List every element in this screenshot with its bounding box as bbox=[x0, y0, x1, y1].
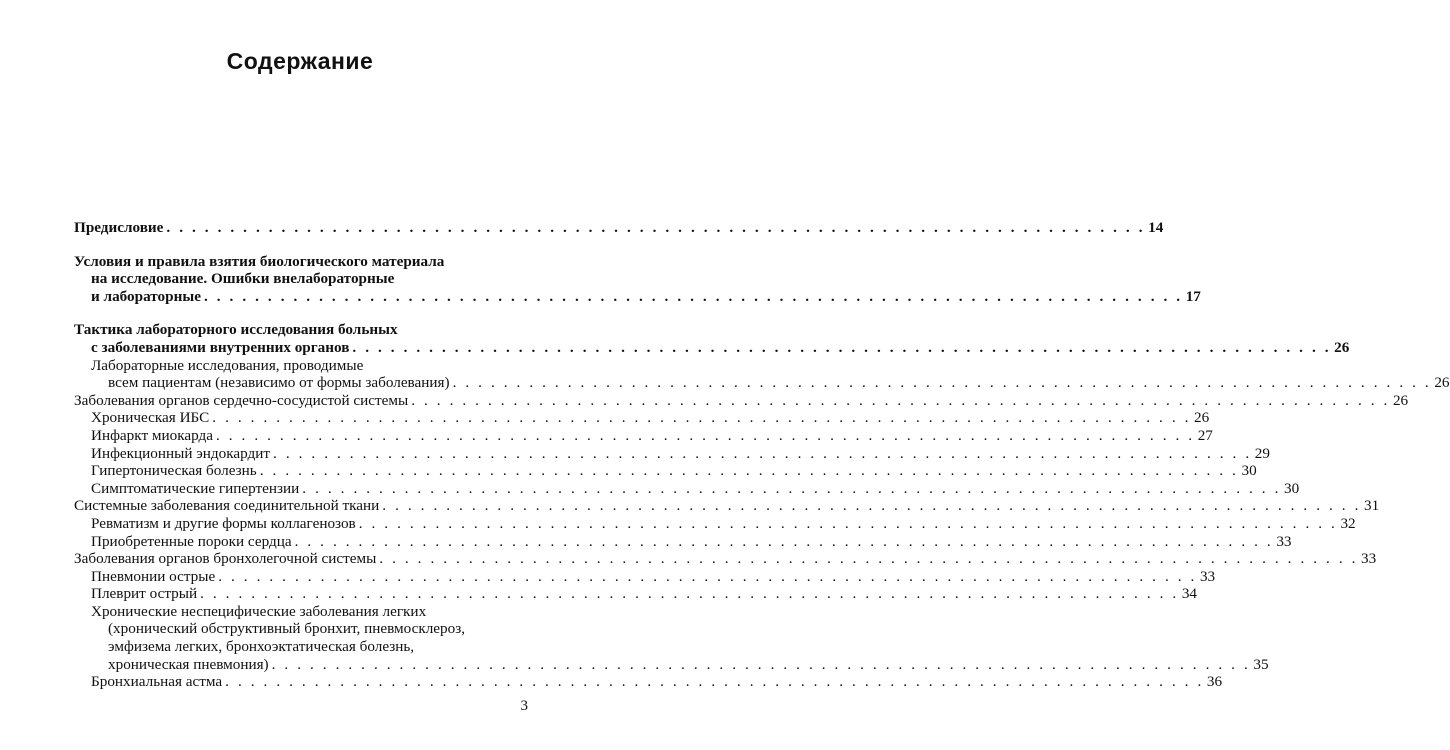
toc-entry-line bbox=[74, 567, 1216, 586]
toc-entry-line bbox=[74, 514, 1356, 533]
toc-entry-text: всем пациентам (независимо от формы заболевания) bbox=[108, 374, 450, 392]
toc-entry-line bbox=[74, 253, 526, 271]
toc-page-number: 17 bbox=[1185, 287, 1201, 305]
toc-page-number: 33 bbox=[1361, 550, 1377, 568]
toc-entry-text: эмфизема легких, бронхоэктатическая болезнь, bbox=[108, 638, 415, 656]
dot-leader: . . . . . . . . . . . . . . . . . . . . . . . . . . . . . . . . . . . . . . . . . . . . . . . . . . . . . . . . . . . . . . . . . . . . . . . . . . . . . bbox=[273, 444, 1252, 462]
toc-page-number: 33 bbox=[1199, 567, 1216, 585]
toc-entry-line bbox=[74, 409, 1210, 427]
toc-entry-text: Тактика лабораторного исследования больных bbox=[74, 321, 398, 339]
toc-entry[interactable] bbox=[74, 479, 1300, 498]
toc-entry-text: Системные заболевания соединительной ткани bbox=[74, 497, 380, 515]
toc-entry-line bbox=[74, 357, 526, 375]
toc-entry-text: Заболевания органов сердечно-сосудистой системы bbox=[74, 391, 409, 409]
toc-entry-text: (хронический обструктивный бронхит, пневмосклероз, bbox=[108, 620, 466, 638]
dot-leader: . . . . . . . . . . . . . . . . . . . . . . . . . . . . . . . . . . . . . . . . . . . . . . . . . . . . . . . . . . . . . . . . . . . . . . . . . . . . . bbox=[352, 338, 1332, 356]
toc-entry[interactable] bbox=[74, 602, 1269, 673]
dot-leader: . . . . . . . . . . . . . . . . . . . . . . . . . . . . . . . . . . . . . . . . . . . . . . . . . . . . . . . . . . . . . . . . . . . . . . . . . . . . . bbox=[411, 391, 1390, 409]
toc-page-number: 27 bbox=[1197, 426, 1213, 444]
toc-page-number: 32 bbox=[1340, 514, 1356, 532]
section-gap bbox=[74, 305, 526, 321]
toc-entry[interactable] bbox=[74, 444, 1270, 463]
dot-leader: . . . . . . . . . . . . . . . . . . . . . . . . . . . . . . . . . . . . . . . . . . . . . . . . . . . . . . . . . . . . . . . . . . . . . . . . . . . . . bbox=[452, 374, 1432, 392]
toc-entry-text: Заболевания органов бронхолегочной системы bbox=[74, 550, 377, 568]
toc-entry-line bbox=[74, 532, 1292, 551]
toc-entry-line bbox=[74, 655, 1269, 674]
toc-page-number: 35 bbox=[1253, 655, 1269, 673]
toc-entry[interactable] bbox=[74, 567, 1216, 586]
toc-entry-text: Предисловие bbox=[74, 219, 164, 236]
dot-leader: . . . . . . . . . . . . . . . . . . . . . . . . . . . . . . . . . . . . . . . . . . . . . . . . . . . . . . . . . . . . . . . . . . . . . . . . . . . . . bbox=[382, 497, 1362, 515]
toc-entry-text: Лабораторные исследования, проводимые bbox=[91, 356, 364, 374]
toc-entry-line bbox=[74, 321, 526, 339]
toc-entry-text: Бронхиальная астма bbox=[91, 673, 223, 691]
toc-entry[interactable] bbox=[74, 356, 1450, 392]
dot-leader: . . . . . . . . . . . . . . . . . . . . . . . . . . . . . . . . . . . . . . . . . . . . . . . . . . . . . . . . . . . . . . . . . . . . . . . . . . . . . bbox=[302, 479, 1282, 497]
toc-entry-text: Приобретенные пороки сердца bbox=[91, 532, 292, 550]
toc-entry-line bbox=[74, 673, 1223, 691]
dot-leader: . . . . . . . . . . . . . . . . . . . . . . . . . . . . . . . . . . . . . . . . . . . . . . . . . . . . . . . . . . . . . . . . . . . . . . . . . . . . . bbox=[294, 532, 1274, 550]
toc-page-number: 26 bbox=[1334, 338, 1350, 356]
toc-entry[interactable] bbox=[74, 462, 1257, 480]
dot-leader: . . . . . . . . . . . . . . . . . . . . . . . . . . . . . . . . . . . . . . . . . . . . . . . . . . . . . . . . . . . . . . . . . . . . . . . . . . . . . bbox=[379, 550, 1359, 568]
toc-entry-text: Ревматизм и другие формы коллагенозов bbox=[91, 514, 356, 532]
toc-entry-line bbox=[74, 374, 1450, 392]
toc-entry-line bbox=[74, 585, 1197, 603]
toc-entry-line bbox=[74, 270, 526, 288]
toc-page-number: 34 bbox=[1181, 585, 1197, 603]
toc-entry-text: Инфекционный эндокардит bbox=[91, 444, 271, 462]
toc-entry[interactable] bbox=[74, 673, 1223, 691]
toc-page-number: 26 bbox=[1194, 409, 1210, 427]
toc-entry[interactable] bbox=[74, 391, 1409, 410]
toc-entry[interactable] bbox=[74, 252, 1201, 306]
toc-entry-text: Гипертоническая болезнь bbox=[91, 462, 257, 480]
toc-entry-text: на исследование. Ошибки внелабораторные bbox=[91, 270, 395, 288]
toc-entry-line bbox=[74, 550, 1377, 568]
toc-page-number: 30 bbox=[1284, 479, 1300, 497]
toc-entry-line bbox=[74, 444, 1270, 463]
toc-entry-line bbox=[74, 497, 1380, 515]
toc-entry[interactable] bbox=[74, 409, 1210, 427]
section-gap bbox=[74, 237, 526, 253]
toc-entry-line bbox=[74, 426, 1213, 445]
toc-entry-line bbox=[74, 603, 526, 621]
dot-leader: . . . . . . . . . . . . . . . . . . . . . . . . . . . . . . . . . . . . . . . . . . . . . . . . . . . . . . . . . . . . . . . . . . . . . . . . . . . . . bbox=[358, 514, 1338, 532]
toc-entry-line bbox=[74, 638, 526, 656]
page-title: Содержание bbox=[226, 48, 374, 74]
toc-page-number: 36 bbox=[1206, 673, 1223, 691]
toc-entry-text: и лабораторные bbox=[91, 287, 201, 305]
toc-entry[interactable] bbox=[74, 426, 1213, 445]
toc-entry[interactable] bbox=[74, 321, 1350, 356]
dot-leader: . . . . . . . . . . . . . . . . . . . . . . . . . . . . . . . . . . . . . . . . . . . . . . . . . . . . . . . . . . . . . . . . . . . . . . . . . . . . . bbox=[212, 409, 1192, 427]
toc-page-number: 31 bbox=[1364, 497, 1380, 515]
toc-page-number: 33 bbox=[1276, 532, 1292, 550]
toc-entry-text: с заболеваниями внутренних органов bbox=[91, 338, 350, 356]
toc-entry-text: Плеврит острый bbox=[91, 585, 198, 603]
page-number: 3 bbox=[520, 698, 528, 714]
toc-entry-text: Пневмонии острые bbox=[91, 567, 216, 585]
toc-entry[interactable] bbox=[74, 550, 1377, 568]
toc-entry[interactable] bbox=[74, 585, 1197, 603]
dot-leader: . . . . . . . . . . . . . . . . . . . . . . . . . . . . . . . . . . . . . . . . . . . . . . . . . . . . . . . . . . . . . . . . . . . . . . . . . . . . . bbox=[215, 426, 1195, 444]
toc-entry-line bbox=[74, 391, 1409, 410]
toc-entry-line bbox=[74, 479, 1300, 498]
dot-leader: . . . . . . . . . . . . . . . . . . . . . . . . . . . . . . . . . . . . . . . . . . . . . . . . . . . . . . . . . . . . . . . . . . . . . . . . . . . . . bbox=[259, 462, 1239, 480]
toc-entry-text: Инфаркт миокарда bbox=[91, 426, 213, 444]
toc-entry[interactable] bbox=[74, 497, 1380, 515]
toc-entry-text: хроническая пневмония) bbox=[108, 655, 269, 673]
toc-page-number: 26 bbox=[1392, 391, 1409, 409]
toc-entry-line bbox=[74, 338, 1350, 357]
toc-entry-line bbox=[74, 462, 1257, 480]
toc-page-number: 29 bbox=[1254, 444, 1270, 462]
toc-page-number: 30 bbox=[1241, 462, 1257, 480]
dot-leader: . . . . . . . . . . . . . . . . . . . . . . . . . . . . . . . . . . . . . . . . . . . . . . . . . . . . . . . . . . . . . . . . . . . . . . . . . . . . . bbox=[200, 585, 1179, 603]
toc-entry[interactable] bbox=[74, 514, 1356, 533]
toc-entry-line bbox=[74, 287, 1201, 306]
dot-leader: . . . . . . . . . . . . . . . . . . . . . . . . . . . . . . . . . . . . . . . . . . . . . . . . . . . . . . . . . . . . . . . . . . . . . . . . . . . . . bbox=[218, 567, 1197, 585]
dot-leader: . . . . . . . . . . . . . . . . . . . . . . . . . . . . . . . . . . . . . . . . . . . . . . . . . . . . . . . . . . . . . . . . . . . . . . . . . . . . . bbox=[271, 655, 1251, 673]
dot-leader: . . . . . . . . . . . . . . . . . . . . . . . . . . . . . . . . . . . . . . . . . . . . . . . . . . . . . . . . . . . . . . . . . . . . . . . . . . . . . bbox=[203, 287, 1183, 305]
toc-entry-text: Хроническая ИБС bbox=[91, 409, 210, 427]
toc-page-number: 26 bbox=[1434, 374, 1450, 392]
dot-leader: . . . . . . . . . . . . . . . . . . . . . . . . . . . . . . . . . . . . . . . . . . . . . . . . . . . . . . . . . . . . . . . . . . . . . . . . . . . . . bbox=[166, 219, 1146, 236]
toc-entry-text: Симптоматические гипертензии bbox=[91, 479, 300, 497]
table-of-contents bbox=[74, 219, 1450, 691]
toc-page-number: 14 bbox=[1148, 219, 1164, 236]
dot-leader: . . . . . . . . . . . . . . . . . . . . . . . . . . . . . . . . . . . . . . . . . . . . . . . . . . . . . . . . . . . . . . . . . . . . . . . . . . . . . bbox=[225, 673, 1204, 691]
toc-entry[interactable] bbox=[74, 219, 1164, 237]
toc-entry[interactable] bbox=[74, 532, 1292, 551]
toc-entry-line bbox=[74, 219, 1164, 237]
toc-entry-text: Условия и правила взятия биологического материала bbox=[74, 252, 445, 270]
toc-entry-text: Хронические неспецифические заболевания легких bbox=[91, 602, 427, 620]
toc-entry-line bbox=[74, 620, 526, 638]
